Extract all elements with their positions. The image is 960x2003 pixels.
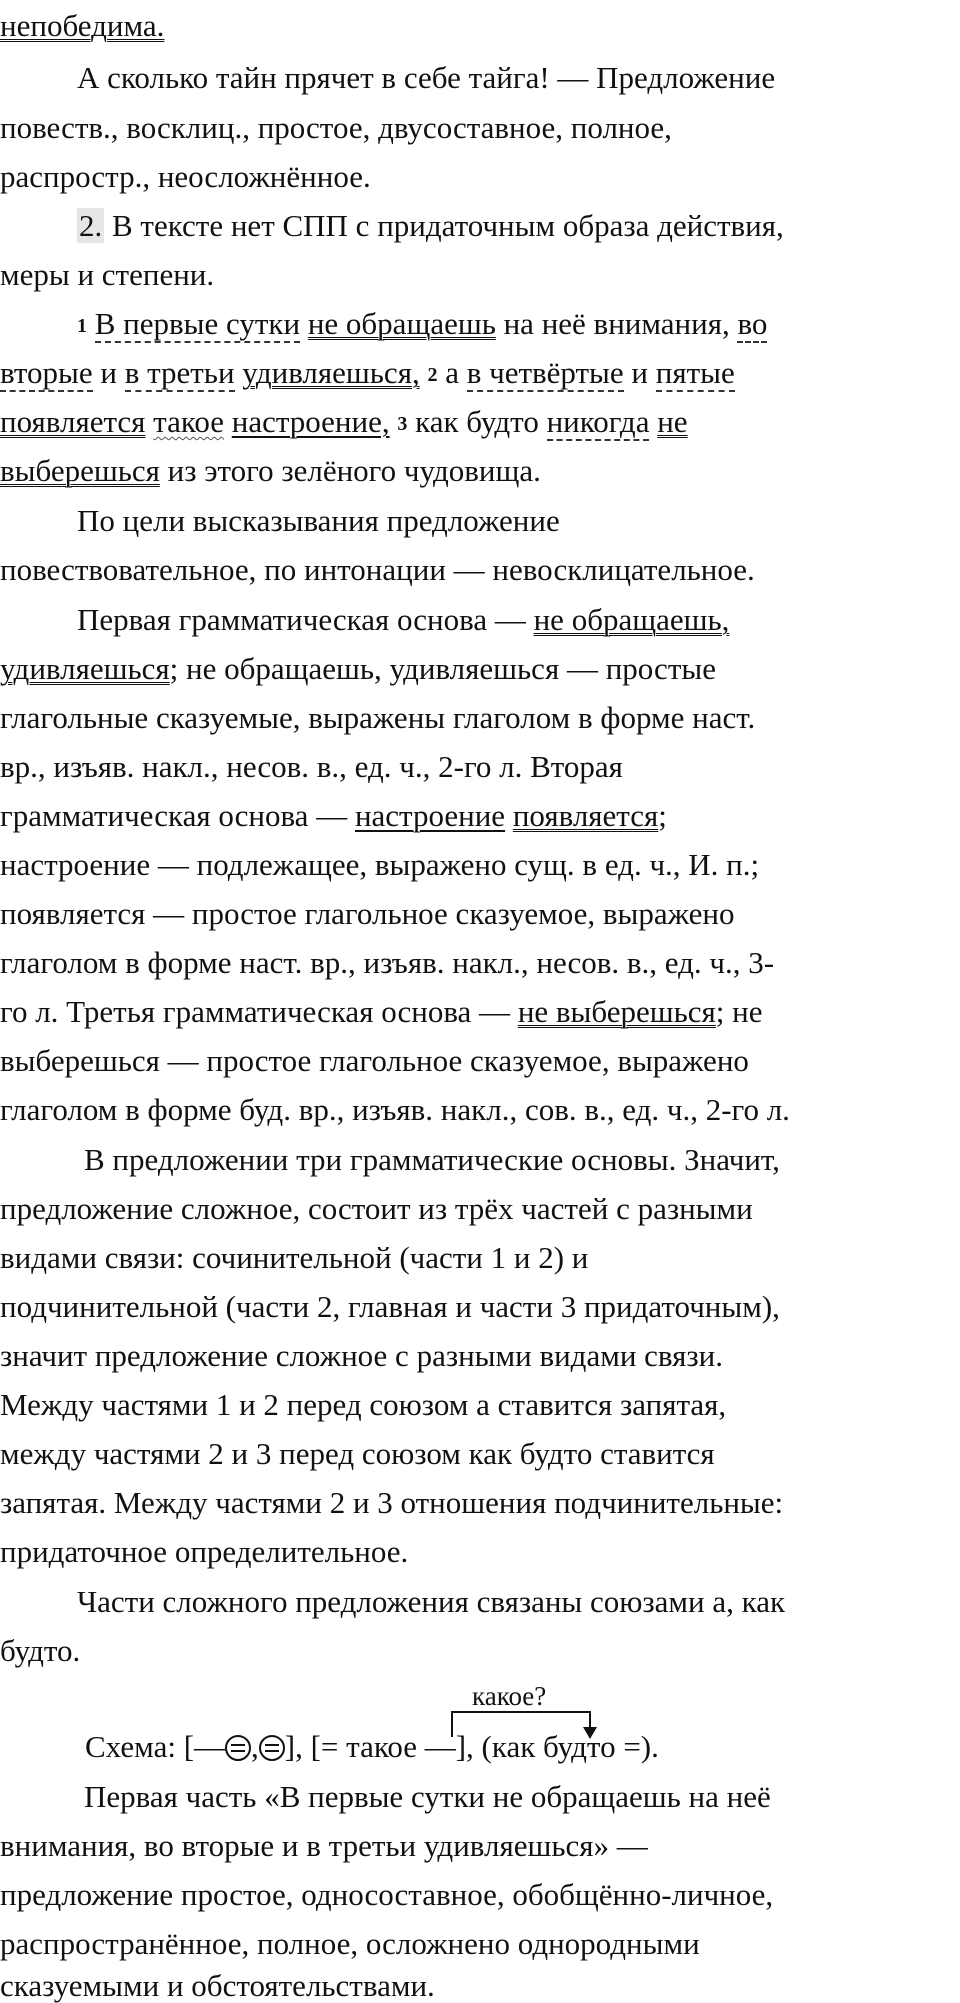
scheme-text: ], [= такое —], (как будто =). [284, 1729, 659, 1764]
text-line [0, 1970, 435, 2001]
sentence-text: А сколько тайн прячет в себе тайга! — Предложение [77, 60, 776, 95]
predicate-underline: не обращаешь, [533, 602, 730, 637]
subject-underline: настроение [354, 798, 506, 833]
scheme-line [85, 1731, 659, 1762]
text-line [0, 996, 763, 1027]
predicate-underline: появляется [512, 798, 659, 833]
predicate-underline: выберешься [0, 453, 160, 488]
part-number: 1 [77, 315, 87, 337]
sentence-text: вр., изъяв. накл., несов. в., ед. ч., 2-го л. Вторая [0, 749, 623, 784]
text-line [0, 653, 716, 684]
predicate-circle-icon [225, 1735, 251, 1761]
sentence-text: из этого зелёного чудовища. [167, 453, 541, 488]
text-line [0, 1389, 726, 1420]
sentence-text: ; не обращаешь, удивляешься — простые [169, 651, 716, 686]
conjunction-text: а [445, 355, 459, 390]
scheme-question-label: какое? [472, 1681, 547, 1711]
text-line [77, 505, 560, 536]
text-line [84, 1781, 771, 1812]
text-line [0, 751, 623, 782]
sentence-text: распространённое, полное, осложнено однородными [0, 1926, 700, 1961]
text-line [77, 62, 775, 93]
predicate-underline: удивляешься, [242, 355, 420, 390]
text-line [0, 1928, 700, 1959]
conjunction-text: и [100, 355, 117, 390]
adverbial-underline: пятые [655, 355, 735, 390]
predicate-circle-icon [259, 1735, 285, 1761]
adverbial-underline: во [737, 306, 768, 341]
text-line [77, 210, 784, 241]
predicate-underline: не выберешься [517, 994, 716, 1029]
adverbial-underline: никогда [546, 404, 650, 439]
sentence-text: будто. [0, 1633, 81, 1668]
conjunction-text: и [631, 355, 648, 390]
text-line [0, 1291, 780, 1322]
sentence-text: В тексте нет СПП с придаточным образа действия, [112, 208, 784, 243]
text-line [84, 1144, 780, 1175]
sentence-text: настроение — подлежащее, выражено сущ. в ед. ч., И. п.; [0, 847, 760, 882]
sentence-text: запятая. Между частями 2 и 3 отношения подчинительные: [0, 1485, 784, 1520]
text-line [0, 554, 755, 585]
text-line [0, 10, 164, 41]
scheme-text: , [251, 1729, 259, 1764]
sentence-text: В предложении три грамматические основы. Значит, [84, 1142, 780, 1177]
sentence-text: глаголом в форме буд. вр., изъяв. накл., сов. в., ед. ч., 2-го л. [0, 1092, 790, 1127]
text-line [0, 849, 759, 880]
sentence-text: предложение сложное, состоит из трёх частей с разными [0, 1191, 753, 1226]
object-text: на неё внимания, [503, 306, 730, 341]
predicate-underline: появляется [0, 404, 146, 439]
text-line [77, 1586, 785, 1617]
sentence-text: го л. Третья грамматическая основа — [0, 994, 511, 1029]
sentence-text: повествовательное, по интонации — невосклицательное. [0, 552, 755, 587]
subject-underline: настроение, [231, 404, 390, 439]
predicate-underline: не обращаешь [307, 306, 496, 341]
sentence-text: грамматическая основа — [0, 798, 348, 833]
text-line [0, 1487, 783, 1518]
item-number: 2. [79, 208, 103, 243]
sentence-text: подчинительной (части 2, главная и части 3 придаточным), [0, 1289, 780, 1324]
text-line [0, 1879, 773, 1910]
adverbial-underline: вторые [0, 355, 93, 390]
adverbial-underline: В первые сутки [94, 306, 301, 341]
sentence-text: предложение простое, односоставное, обобщённо-личное, [0, 1877, 774, 1912]
sentence-text: выберешься — простое глагольное сказуемое, выражено [0, 1043, 749, 1078]
analysed-sentence-line [77, 308, 767, 339]
text-line [77, 604, 729, 635]
text-line [0, 1635, 80, 1666]
sentence-text: повеств., восклиц., простое, двусоставное, полное, [0, 110, 672, 145]
predicate-underline: непобедима. [0, 8, 165, 43]
sentence-text: придаточное определительное. [0, 1534, 409, 1569]
sentence-text: распростр., неосложнённое. [0, 159, 371, 194]
sentence-text: значит предложение сложное с разными видами связи. [0, 1338, 723, 1373]
conjunction-text: как будто [415, 404, 539, 439]
sentence-text: глагольные сказуемые, выражены глаголом в форме наст. [0, 700, 756, 735]
analysed-sentence-line [0, 455, 541, 486]
sentence-text: между частями 2 и 3 перед союзом как будто ставится [0, 1436, 715, 1471]
text-line [0, 898, 734, 929]
text-line [0, 947, 774, 978]
text-line [0, 702, 755, 733]
part-number: 3 [397, 413, 408, 435]
sentence-text: глаголом в форме наст. вр., изъяв. накл., несов. в., ед. ч., 3- [0, 945, 775, 980]
predicate-underline: не [657, 404, 688, 439]
adverbial-underline: в третьи [124, 355, 235, 390]
sentence-text: Части сложного предложения связаны союзами а, как [77, 1584, 786, 1619]
scheme-arrow-top [451, 1711, 591, 1713]
sentence-text: меры и степени. [0, 257, 215, 292]
sentence-text: внимания, во вторые и в третьи удивляешься» — [0, 1828, 648, 1863]
sentence-text: Первая часть «В первые сутки не обращаешь на неё [84, 1779, 771, 1814]
attribute-underline: такое [153, 404, 224, 439]
text-line [0, 1045, 749, 1076]
sentence-text: сказуемыми и обстоятельствами. [0, 1968, 435, 2003]
sentence-text: По цели высказывания предложение [77, 503, 560, 538]
sentence-text: ; не [715, 994, 763, 1029]
analysed-sentence-line [0, 357, 735, 388]
scheme-text: Схема: [— [85, 1729, 226, 1764]
text-line [0, 259, 214, 290]
text-line [0, 1094, 790, 1125]
text-line [0, 800, 667, 831]
analysed-sentence-line [0, 406, 688, 437]
sentence-text: видами связи: сочинительной (части 1 и 2) и [0, 1240, 589, 1275]
text-line [0, 1340, 723, 1371]
text-line [0, 1193, 753, 1224]
text-line [0, 1438, 715, 1469]
sentence-text: ; [658, 798, 667, 833]
text-line [0, 112, 672, 143]
text-line [0, 1830, 648, 1861]
text-line [0, 1242, 588, 1273]
adverbial-underline: в четвёртые [466, 355, 624, 390]
sentence-text: Первая грамматическая основа — [77, 602, 526, 637]
text-line [0, 1536, 408, 1567]
part-number: 2 [427, 364, 438, 386]
predicate-underline: удивляешься [0, 651, 170, 686]
sentence-text: появляется — простое глагольное сказуемое, выражено [0, 896, 735, 931]
text-line [0, 161, 371, 192]
sentence-text: Между частями 1 и 2 перед союзом а ставится запятая, [0, 1387, 727, 1422]
